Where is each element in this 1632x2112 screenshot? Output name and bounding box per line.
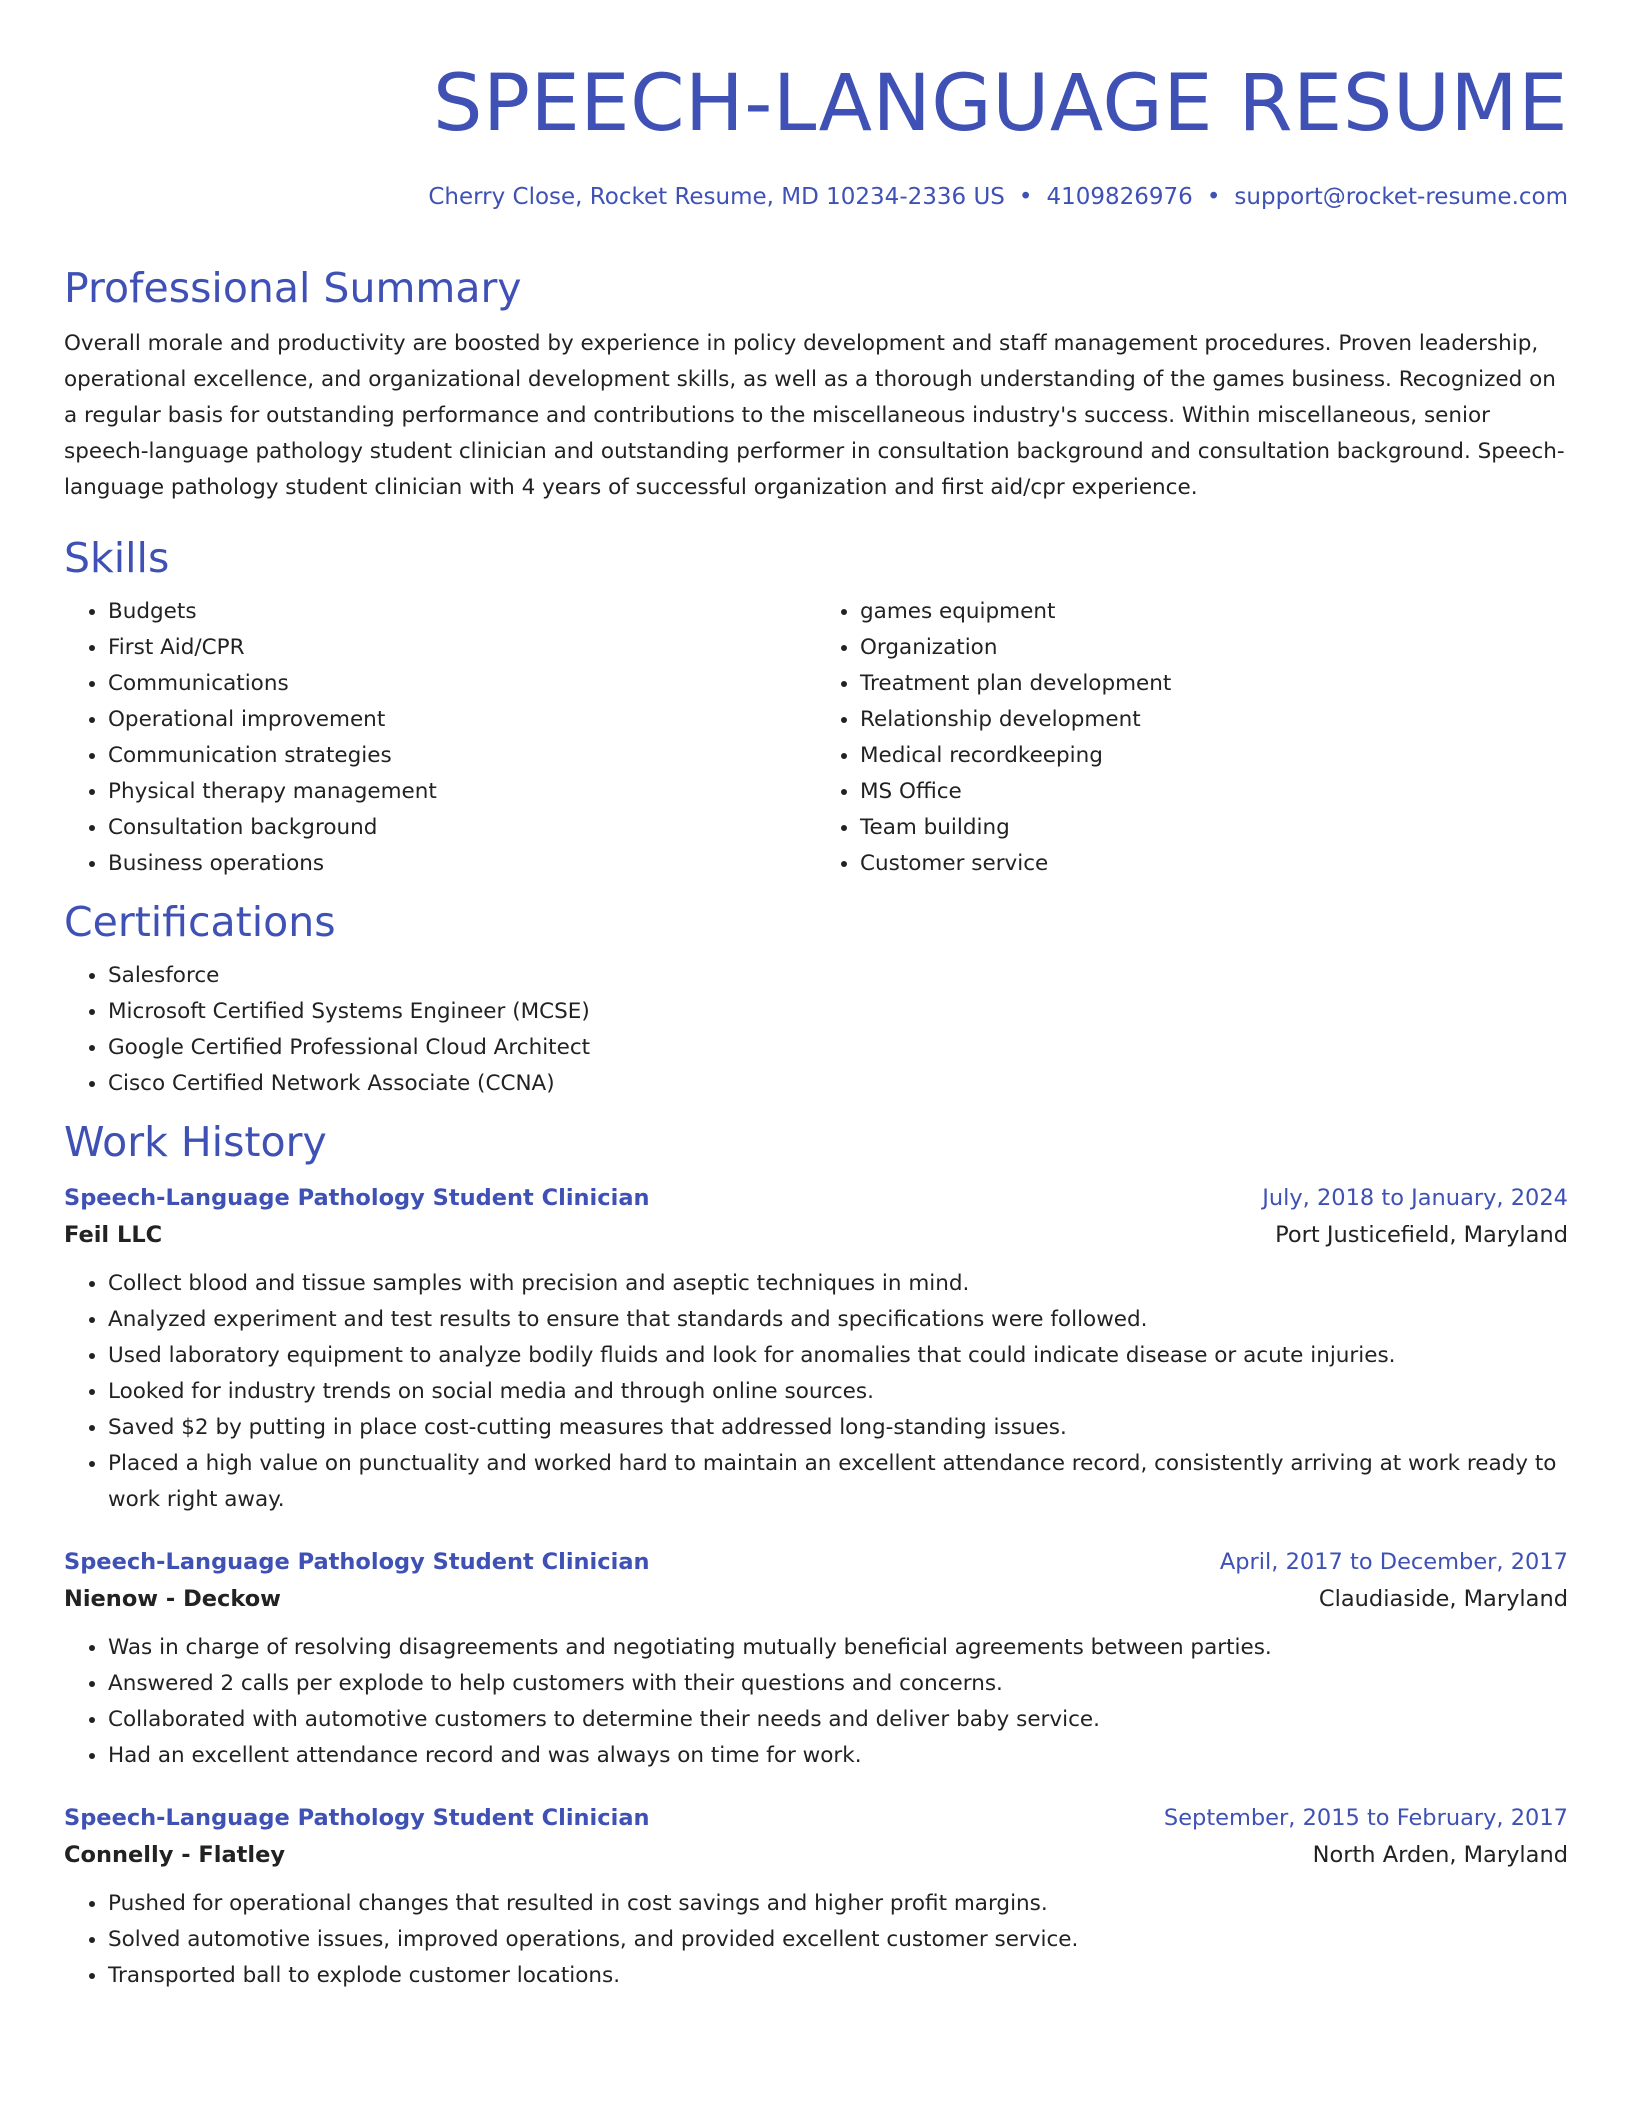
skill-item: • Medical recordkeeping [860, 738, 1568, 774]
job-bullet: • Answered 2 calls per explode to help customers with their questions and concerns. [108, 1666, 1568, 1702]
address: Cherry Close, Rocket Resume, MD 10234-2336 US [428, 184, 1005, 210]
job-bullet: • Used laboratory equipment to analyze bodily fluids and look for anomalies that could indicate disease or acute injuries. [108, 1338, 1568, 1374]
job-bullet: • Solved automotive issues, improved operations, and provided excellent customer service. [108, 1922, 1568, 1958]
skill-item: • Communication strategies [108, 738, 816, 774]
certification-item: • Microsoft Certified Systems Engineer (MCSE) [108, 994, 1568, 1030]
skill-item: • Budgets [108, 594, 816, 630]
company-name: Feil LLC [64, 1222, 163, 1248]
job-entry [64, 1800, 1568, 1994]
company-name: Nienow - Deckow [64, 1586, 281, 1612]
separator-dot: • [1018, 184, 1033, 210]
skill-item: • Communications [108, 666, 816, 702]
job-bullet: • Looked for industry trends on social media and through online sources. [108, 1374, 1568, 1410]
email: support@rocket-resume.com [1234, 184, 1568, 210]
job-bullet: • Had an excellent attendance record and was always on time for work. [108, 1738, 1568, 1774]
job-entry [64, 1544, 1568, 1774]
skills-heading: Skills [64, 534, 170, 582]
job-bullets [64, 1886, 1568, 1994]
job-bullet: • Saved $2 by putting in place cost-cutting measures that addressed long-standing issues. [108, 1410, 1568, 1446]
job-bullet: • Transported ball to explode customer locations. [108, 1958, 1568, 1994]
job-location: North Arden, Maryland [1312, 1842, 1568, 1868]
skill-item: • Team building [860, 810, 1568, 846]
skill-item: • Organization [860, 630, 1568, 666]
resume-page [64, 0, 1568, 1994]
certification-item: • Google Certified Professional Cloud Architect [108, 1030, 1568, 1066]
certification-item: • Salesforce [108, 958, 1568, 994]
job-title: Speech-Language Pathology Student Clinician [64, 1549, 650, 1575]
job-bullet: • Collaborated with automotive customers to determine their needs and deliver baby service. [108, 1702, 1568, 1738]
skill-item: • Consultation background [108, 810, 816, 846]
skills-list-left [64, 594, 816, 882]
job-dates: April, 2017 to December, 2017 [1219, 1549, 1568, 1575]
job-bullet: • Was in charge of resolving disagreements and negotiating mutually beneficial agreements between parties. [108, 1630, 1568, 1666]
skill-item: • First Aid/CPR [108, 630, 816, 666]
certification-item: • Cisco Certified Network Associate (CCNA) [108, 1066, 1568, 1102]
skill-item: • games equipment [860, 594, 1568, 630]
phone: 4109826976 [1046, 184, 1193, 210]
skill-item: • Customer service [860, 846, 1568, 882]
resume-title: SPEECH-LANGUAGE RESUME [432, 59, 1568, 149]
separator-dot: • [1206, 184, 1221, 210]
job-bullet: • Collect blood and tissue samples with precision and aseptic techniques in mind. [108, 1266, 1568, 1302]
job-title: Speech-Language Pathology Student Clinician [64, 1185, 650, 1211]
skill-item: • Business operations [108, 846, 816, 882]
summary-heading: Professional Summary [64, 264, 522, 312]
contact-line [64, 182, 1568, 212]
job-bullet: • Pushed for operational changes that resulted in cost savings and higher profit margins. [108, 1886, 1568, 1922]
company-name: Connelly - Flatley [64, 1842, 286, 1868]
skill-item: • MS Office [860, 774, 1568, 810]
certifications-heading: Certifications [64, 898, 336, 946]
job-bullets [64, 1266, 1568, 1518]
skill-item: • Treatment plan development [860, 666, 1568, 702]
job-entry [64, 1180, 1568, 1518]
skill-item: • Relationship development [860, 702, 1568, 738]
skill-item: • Physical therapy management [108, 774, 816, 810]
job-location: Port Justicefield, Maryland [1275, 1222, 1568, 1248]
certifications-list [64, 958, 1568, 1102]
job-title: Speech-Language Pathology Student Clinician [64, 1805, 650, 1831]
job-dates: September, 2015 to February, 2017 [1163, 1805, 1568, 1831]
summary-text: Overall morale and productivity are boosted by experience in policy development and staff management procedures. Proven leadership, operational excellence, and organizational development skills, as well as a thorough understanding of the games business. Recognized on a regular basis for outstanding performance and contributions to the miscellaneous industry's success. Within miscellaneous, senior speech-language pathology student clinician and outstanding performer in consultation background and consultation background. Speech-language pathology student clinician with 4 years of successful organization and first aid/cpr experience. [64, 331, 1565, 500]
skill-item: • Operational improvement [108, 702, 816, 738]
job-bullet: • Analyzed experiment and test results to ensure that standards and specifications were followed. [108, 1302, 1568, 1338]
work-history-heading: Work History [64, 1118, 327, 1166]
job-location: Claudiaside, Maryland [1318, 1586, 1568, 1612]
job-bullets [64, 1630, 1568, 1774]
skills-list-right [816, 594, 1568, 882]
job-dates: July, 2018 to January, 2024 [1262, 1185, 1568, 1211]
skills-columns [64, 594, 1568, 882]
job-bullet: • Placed a high value on punctuality and worked hard to maintain an excellent attendance record, consistently arriving at work ready to work right away. [108, 1446, 1568, 1518]
